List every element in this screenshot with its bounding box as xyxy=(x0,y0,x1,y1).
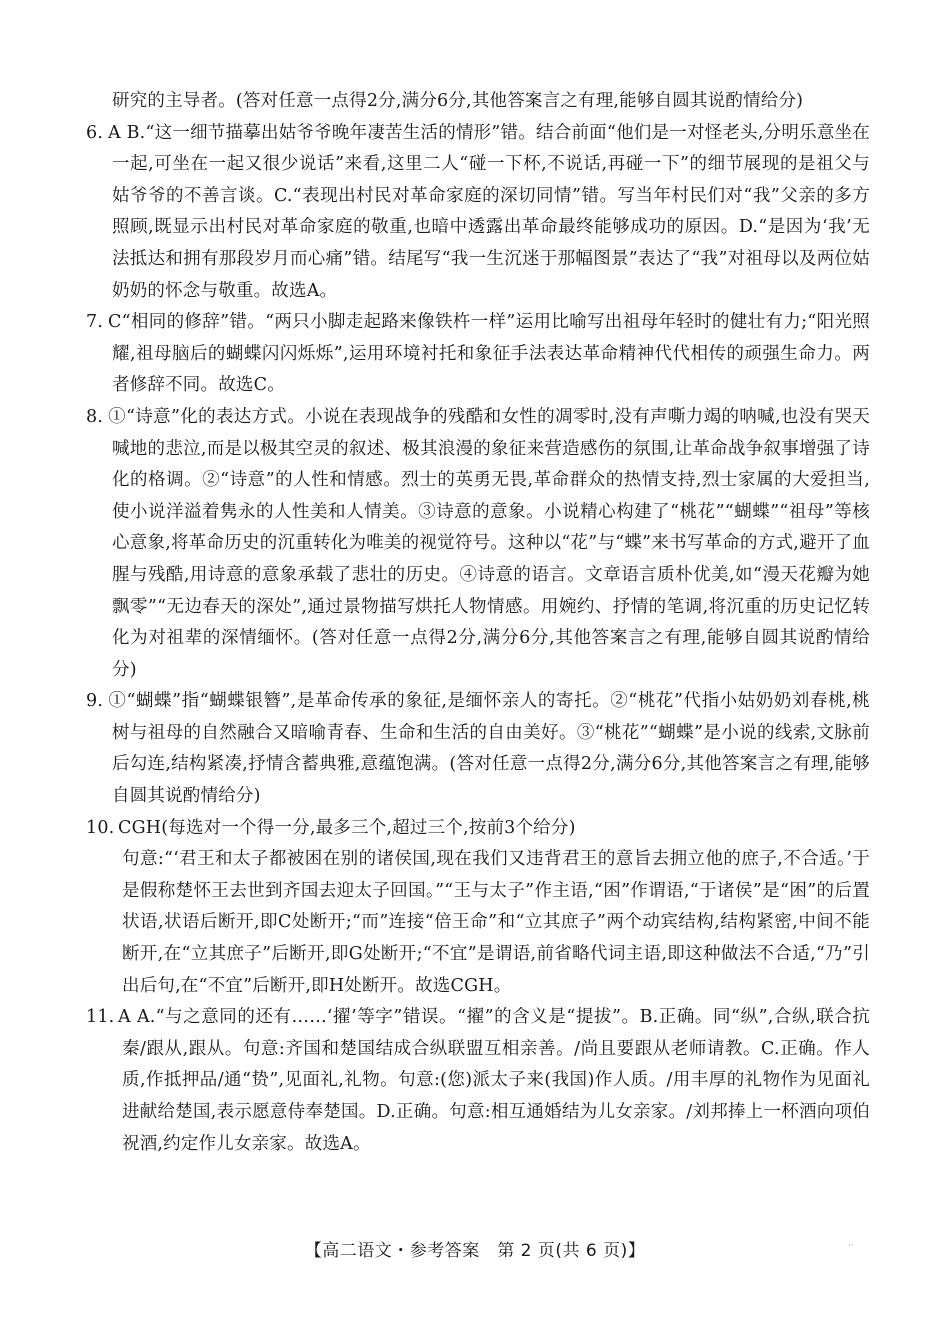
item-number: 8. xyxy=(86,406,104,427)
answer-item-7 xyxy=(86,307,870,402)
answer-item-10-explanation: 句意:“‘君王和太子都被困在别的诸侯国,现在我们又违背君王的意旨去拥立他的庶子,不合适。’于是假称楚怀王去世到齐国去迎太子回国。”“王与太子”作主语,“困”作谓语,“于诸侯”是“困”的后置状语,状语后断开,即C处断开;“而”连接“倍王命”和“立其庶子”两个动宾结构,结构紧密,中间不能断开,在“立其庶子”后断开,即G处断开;“不宜”是谓语,前省略代词主语,即这种做法不合适,“乃”引出后句,在“不宜”后断开,即H处断开。故选CGH。 xyxy=(122,849,870,996)
item-text: ①“诗意”化的表达方式。小说在表现战争的残酷和女性的凋零时,没有声嘶力竭的呐喊,也没有哭天喊地的悲泣,而是以极其空灵的叙述、极其浪漫的象征来营造感伤的氛围,让革命战争叙事增强了诗化的格调。②“诗意”的人性和情感。烈士的英勇无畏,革命群众的热情支持,烈士家属的大爱担当,使小说洋溢着隽永的人性美和人情美。③诗意的意象。小说精心构建了“桃花”“蝴蝶”“祖母”等核心意象,将革命历史的沉重转化为唯美的视觉符号。这种以“花”与“蝶”来书写革命的方式,避开了血腥与残酷,用诗意的意象承载了悲壮的历史。④诗意的语言。文章语言质朴优美,如“漫天花瓣为她飘零”“无边春天的深处”,通过景物描写烘托人物情感。用婉约、抒情的笔调,将沉重的历史记忆转化为对祖辈的深情缅怀。(答对任意一点得2分,满分6分,其他答案言之有理,能够自圆其说酌情给分) xyxy=(108,406,870,680)
item-text: A A.“与之意同的还有……‘擢’等字”错误。“擢”的含义是“提拔”。B.正确。同“纵”,合纵,联合抗秦/跟从,跟从。句意:齐国和楚国结成合纵联盟互相亲善。/尚且要跟从老师请教。C.正确。作人质,作抵押品/通“贽”,见面礼,礼物。句意:(您)派太子来(我国)作人质。/用丰厚的礼物作为见面礼进献给楚国,表示愿意侍奉楚国。D.正确。句意:相互通婚结为儿女亲家。/刘邦捧上一杯酒向项伯祝酒,约定作儿女亲家。故选A。 xyxy=(118,1007,870,1154)
answer-key-body xyxy=(86,86,870,1160)
item-text: A B.“这一细节描摹出姑爷爷晚年凄苦生活的情形”错。结合前面“他们是一对怪老头,分明乐意坐在一起,可坐在一起又很少说话”来看,这里二人“碰一下杯,不说话,再碰一下”的细节展现的是祖父与姑爷爷的不善言谈。C.“表现出村民对革命家庭的深切同情”错。写当年村民们对“我”父亲的多方照顾,既显示出村民对革命家庭的敬重,也暗中透露出革命最终能够成功的原因。D.“是因为‘我’无法抵达和拥有那段岁月而心痛”错。结尾写“我一生沉迷于那幅图景”表达了“我”对祖母以及两位姑奶奶的怀念与敬重。故选A。 xyxy=(108,122,870,301)
item-number: 10. xyxy=(86,817,115,838)
answer-item-10 xyxy=(86,813,870,845)
corner-mark: ·· xyxy=(848,1241,854,1251)
page-footer: 【高二语文・参考答案 第 2 页(共 6 页)】 xyxy=(304,1241,646,1261)
item-text: ①“蝴蝶”指“蝴蝶银簪”,是革命传承的象征,是缅怀亲人的寄托。②“桃花”代指小姑奶奶刘春桃,桃树与祖母的自然融合又暗喻青春、生命和生活的自由美好。③“桃花”“蝴蝶”是小说的线索,文脉前后勾连,结构紧凑,抒情含蓄典雅,意蕴饱满。(答对任意一点得2分,满分6分,其他答案言之有理,能够自圆其说酌情给分) xyxy=(108,691,870,807)
answer-item-8 xyxy=(86,402,870,686)
item-number: 7. xyxy=(86,312,104,333)
item-number: 6. xyxy=(86,122,104,143)
answer-item-11 xyxy=(86,1002,870,1160)
continuation-paragraph: 研究的主导者。(答对任意一点得2分,满分6分,其他答案言之有理,能够自圆其说酌情给分) xyxy=(112,91,804,111)
answer-item-6 xyxy=(86,118,870,308)
answer-item-9 xyxy=(86,686,870,812)
item-text: CGH(每选对一个得一分,最多三个,超过三个,按前3个给分) xyxy=(118,817,576,838)
item-number: 11. xyxy=(86,1007,115,1028)
item-number: 9. xyxy=(86,691,104,712)
item-text: C“相同的修辞”错。“两只小脚走起路来像铁杵一样”运用比喻写出祖母年轻时的健壮有力;“阳光照耀,祖母脑后的蝴蝶闪闪烁烁”,运用环境衬托和象征手法表达革命精神代代相传的顽强生命力。两者修辞不同。故选C。 xyxy=(108,312,870,396)
